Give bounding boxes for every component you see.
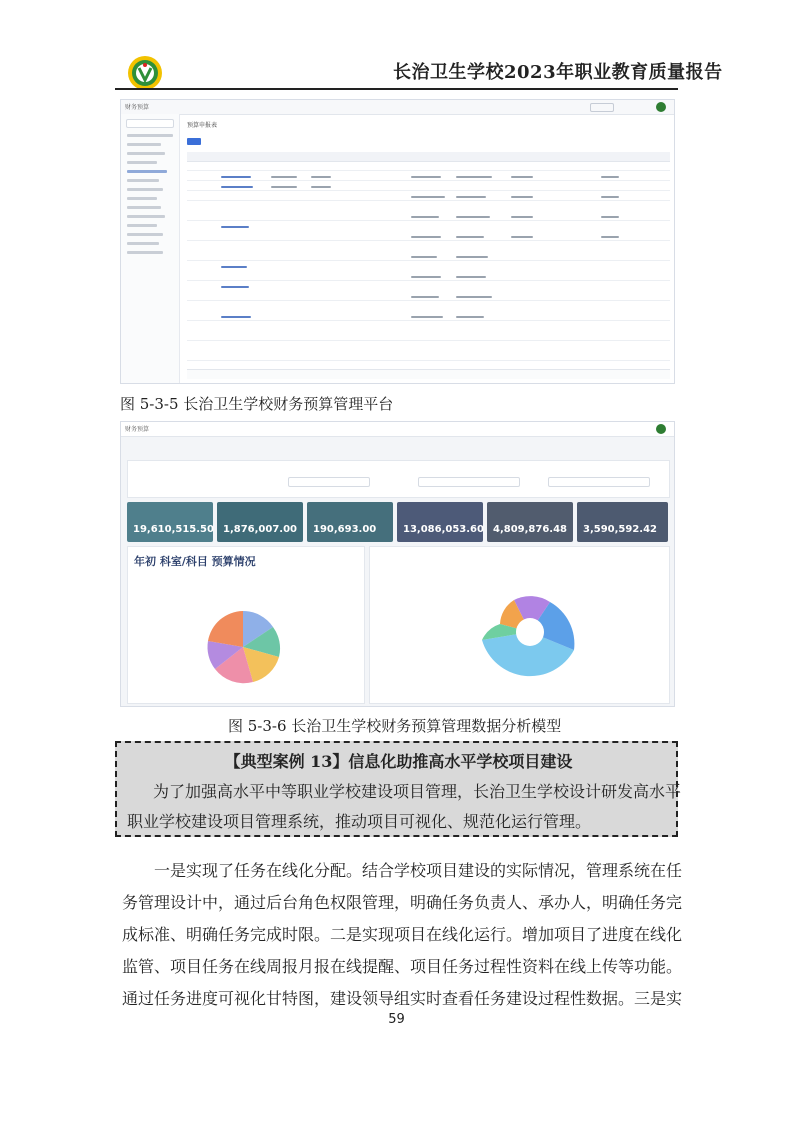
school-logo xyxy=(127,55,163,91)
kpi-value-1: 19,610,515.50 xyxy=(133,524,214,535)
sidebar-search-input[interactable] xyxy=(126,119,174,128)
body-paragraph-line: 监管、项目任务在线周报月报在线提醒、项目任务过程性资料在线上传等功能。 xyxy=(122,957,683,976)
app-topbar xyxy=(121,100,674,115)
case-study-line: 为了加强高水平中等职业学校建设项目管理，长治卫生学校设计研发高水平 xyxy=(153,782,682,801)
table-pagination[interactable] xyxy=(187,369,670,379)
tab-budget-form[interactable]: 预算申报表 xyxy=(187,122,218,129)
app-title: 财务预算 xyxy=(125,426,150,433)
table-header xyxy=(187,152,670,162)
kpi-card-4 xyxy=(397,502,483,542)
report-title: 长治卫生学校2023年职业教育质量报告 xyxy=(393,62,723,83)
filter-select-dept[interactable] xyxy=(288,477,370,487)
body-paragraph-line: 通过任务进度可视化甘特图，建设领导组实时查看任务建设过程性数据。三是实 xyxy=(122,989,683,1008)
figure-caption-1: 图 5-3-5 长治卫生学校财务预算管理平台 xyxy=(120,395,394,413)
kpi-card-5 xyxy=(487,502,573,542)
kpi-card-6 xyxy=(577,502,668,542)
filter-select-item[interactable] xyxy=(548,477,650,487)
budget-platform-screenshot xyxy=(120,99,675,384)
case-study-box xyxy=(115,741,682,837)
header-button[interactable] xyxy=(590,103,614,112)
kpi-value-5: 4,809,876.48 xyxy=(493,524,568,535)
filter-select-year[interactable] xyxy=(418,477,520,487)
kpi-card-1 xyxy=(127,502,213,542)
sidebar xyxy=(121,114,180,383)
kpi-card-2 xyxy=(217,502,303,542)
budget-analytics-screenshot xyxy=(120,421,675,707)
body-paragraph-line: 成标准、明确任务完成时限。二是实现项目在线化运行。增加项目了进度在线化 xyxy=(122,925,683,944)
dept-budget-pie-chart xyxy=(188,597,298,697)
kpi-card-3 xyxy=(307,502,393,542)
figure-caption-2: 图 5-3-6 长治卫生学校财务预算管理数据分析模型 xyxy=(228,717,562,735)
case-study-line: 职业学校建设项目管理系统，推动项目可视化、规范化运行管理。 xyxy=(127,812,592,831)
page-number: 59 xyxy=(388,1012,405,1027)
app-topbar xyxy=(121,422,674,437)
user-avatar[interactable] xyxy=(656,424,666,434)
dept-budget-panel xyxy=(127,546,365,704)
filter-panel xyxy=(127,460,670,498)
section-title: 年初 科室/科目 预算情况 xyxy=(134,555,256,568)
body-paragraph-line: 一是实现了任务在线化分配。结合学校项目建设的实际情况，管理系统在任 xyxy=(154,861,683,880)
kpi-value-2: 1,876,007.00 xyxy=(223,524,298,535)
kpi-value-3: 190,693.00 xyxy=(313,524,377,535)
item-budget-rose-chart xyxy=(470,577,590,697)
add-button[interactable] xyxy=(187,138,201,145)
case-study-title: 【典型案例 13】信息化助推高水平学校项目建设 xyxy=(224,752,573,771)
kpi-value-4: 13,086,053.60 xyxy=(403,524,484,535)
kpi-value-6: 3,590,592.42 xyxy=(583,524,658,535)
user-avatar[interactable] xyxy=(656,102,666,112)
body-paragraph-line: 务管理设计中，通过后台角色权限管理，明确任务负责人、承办人，明确任务完 xyxy=(122,893,683,912)
item-budget-panel xyxy=(369,546,670,704)
app-title: 财务预算 xyxy=(125,104,150,111)
header-divider xyxy=(115,88,678,90)
